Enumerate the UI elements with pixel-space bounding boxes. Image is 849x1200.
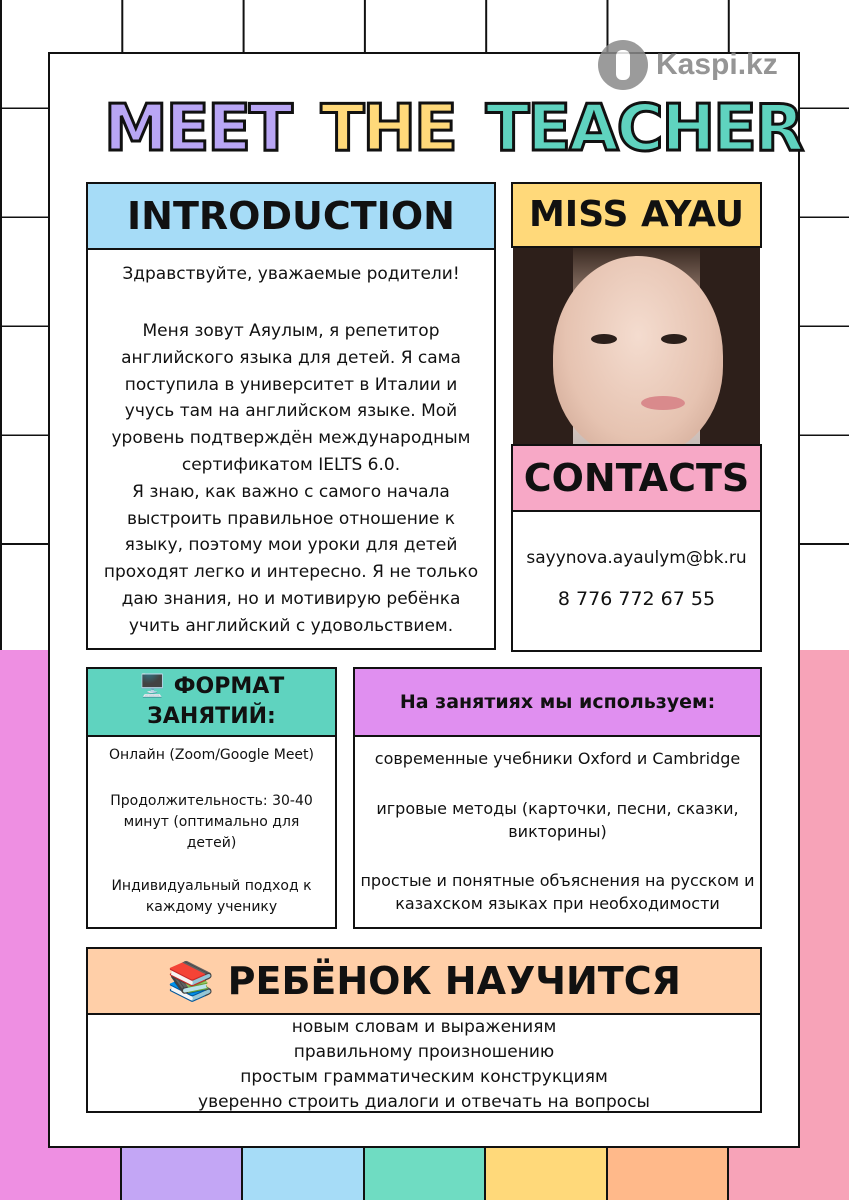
watermark-text: Kaspi.kz <box>656 48 778 81</box>
contacts-box <box>511 444 762 652</box>
intro-line: уровень подтверждён международным <box>111 428 471 449</box>
format-duration-line: минут (оптимально для <box>123 814 300 830</box>
methods-games-line: викторины) <box>508 822 607 841</box>
format-approach-line: Индивидуальный подход к <box>111 878 312 894</box>
learning-outcome-item: новым словам и выражениям <box>291 1017 557 1037</box>
kaspi-logo-icon <box>598 40 648 90</box>
intro-line: проходят легко и интересно. Я не только <box>103 562 479 583</box>
intro-line: выстроить правильное отношение к <box>126 508 456 529</box>
format-header <box>88 669 335 737</box>
methods-item-games <box>355 797 760 843</box>
intro-line: поступила в университет в Италии и <box>124 374 458 395</box>
teacher-name: MISS AYAU <box>528 194 744 235</box>
methods-title: На занятиях мы используем: <box>399 691 716 713</box>
teacher-name-box <box>511 182 762 248</box>
learning-outcomes-list <box>88 1015 760 1115</box>
methods-explanations-line: простые и понятные объяснения на русском и <box>360 871 755 890</box>
introduction-header <box>88 184 494 250</box>
bottom-color-strip <box>0 1148 849 1200</box>
introduction-box <box>86 182 496 650</box>
format-title-line1: 🖥️ ФОРМАТ <box>138 674 285 699</box>
intro-line: английского языка для детей. Я сама <box>121 347 461 368</box>
page-title <box>104 92 802 166</box>
format-duration-line: Продолжительность: 30-40 <box>110 793 313 809</box>
format-online: Онлайн (Zoom/Google Meet) <box>108 747 315 763</box>
methods-games-line: игровые методы (карточки, песни, сказки, <box>376 799 739 818</box>
contact-email[interactable]: sayynova.ayaulym@bk.ru <box>526 548 747 568</box>
intro-line: сертификатом IELTS 6.0. <box>181 454 401 475</box>
strip-cell <box>606 1148 728 1200</box>
title-word-meet: MEET <box>104 92 291 166</box>
photo-face <box>553 256 723 444</box>
introduction-title: INTRODUCTION <box>127 194 455 238</box>
strip-cell <box>363 1148 485 1200</box>
format-approach <box>88 876 335 918</box>
title-word-the: THE <box>320 92 456 166</box>
intro-line: учить английский с удовольствием. <box>128 615 454 636</box>
strip-cell <box>0 1148 120 1200</box>
strip-cell <box>484 1148 606 1200</box>
strip-cell <box>241 1148 363 1200</box>
learning-outcomes-box <box>86 947 762 1113</box>
intro-line: учусь там на английском языке. Мой <box>124 401 458 422</box>
learning-outcomes-header <box>88 949 760 1015</box>
title-word-teacher: TEACHER <box>485 92 803 166</box>
methods-explanations-line: казахском языках при необходимости <box>395 894 720 913</box>
teacher-photo <box>513 248 760 444</box>
intro-line: Я знаю, как важно с самого начала <box>132 481 450 502</box>
learning-outcome-item: уверенно строить диалоги и отвечать на вопросы <box>198 1092 650 1112</box>
photo-eye <box>591 334 617 344</box>
format-approach-line: каждому ученику <box>145 899 278 915</box>
strip-cell <box>727 1148 849 1200</box>
intro-line: Меня зовут Аяулым, я репетитор <box>142 321 440 341</box>
photo-lips <box>641 396 685 410</box>
introduction-body <box>88 318 494 640</box>
learning-outcome-item: простым грамматическим конструкциям <box>240 1067 608 1087</box>
methods-header <box>355 669 760 737</box>
contacts-title: CONTACTS <box>523 456 750 500</box>
learning-outcomes-title: 📚 РЕБЁНОК НАУЧИТСЯ <box>167 958 681 1003</box>
learning-outcome-item: правильному произношению <box>293 1042 555 1062</box>
intro-line: даю знания, но и мотивирую ребёнка <box>121 588 461 609</box>
strip-cell <box>120 1148 242 1200</box>
format-duration-line: детей) <box>186 835 237 851</box>
contacts-header <box>513 446 760 512</box>
format-title-line2: ЗАНЯТИЙ: <box>147 704 276 729</box>
intro-line: языку, поэтому мои уроки для детей <box>124 535 458 556</box>
photo-eye <box>661 334 687 344</box>
methods-item-explanations <box>355 869 760 915</box>
introduction-greeting: Здравствуйте, уважаемые родители! <box>122 264 460 284</box>
methods-item-textbooks: современные учебники Oxford и Cambridge <box>374 749 741 768</box>
format-box <box>86 667 337 929</box>
kaspi-watermark <box>598 40 778 90</box>
format-duration <box>88 791 335 854</box>
methods-box <box>353 667 762 929</box>
contact-phone[interactable]: 8 776 772 67 55 <box>557 588 716 610</box>
